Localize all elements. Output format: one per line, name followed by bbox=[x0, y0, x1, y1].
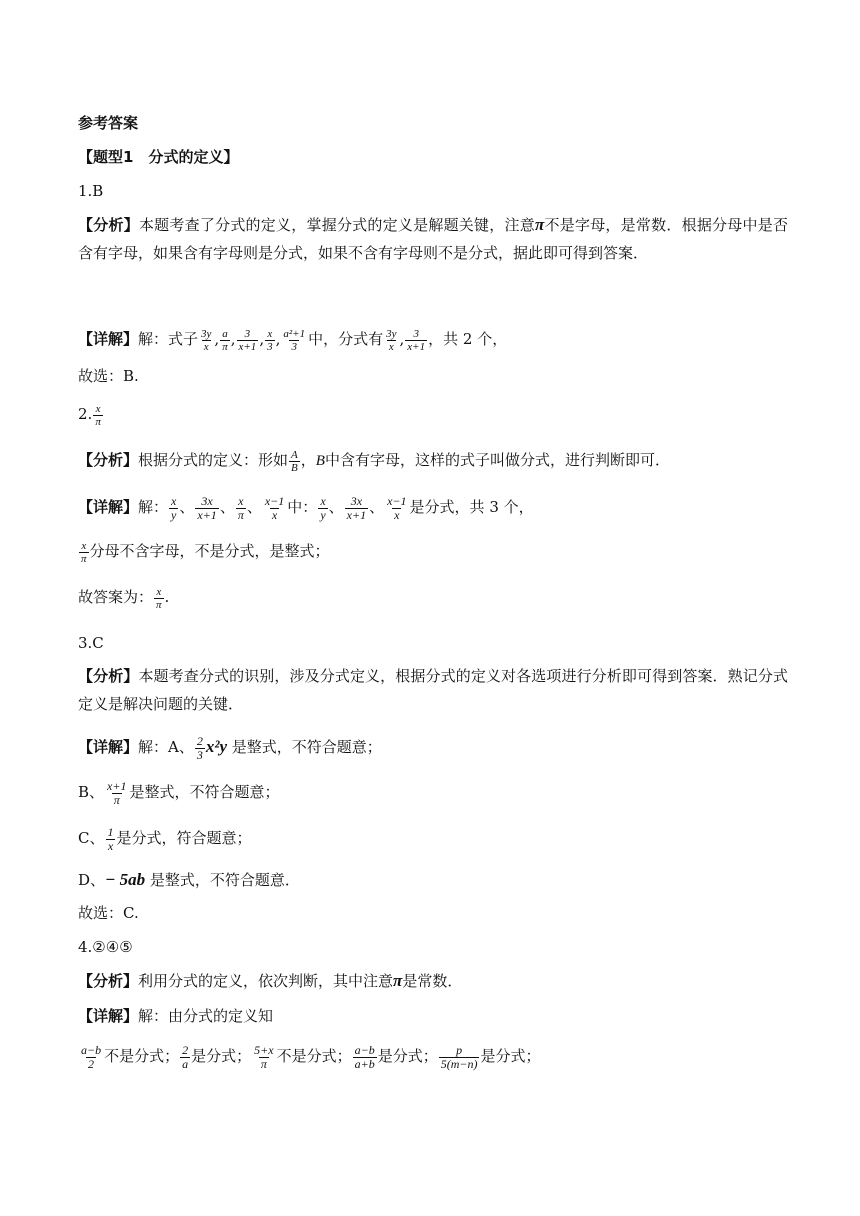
page-heading: 参考答案 bbox=[78, 114, 139, 132]
q1-expr-list bbox=[198, 327, 308, 353]
q1-choice: 故选：B. bbox=[78, 367, 139, 385]
def-frac bbox=[288, 448, 301, 474]
q2-expr-list bbox=[168, 493, 287, 522]
denominator: y bbox=[171, 507, 177, 522]
q1-analysis: 【分析】本题考查了分式的定义，掌握分式的定义是解题关键，注意π不是字母，是常数．根据分母中是否含有字母，如果含有字母则是分式，如果不含有字母则不是分式，据此即可得到答案． bbox=[78, 215, 788, 262]
note-frac bbox=[78, 539, 90, 565]
fraction bbox=[345, 495, 368, 522]
q4-items bbox=[78, 1040, 541, 1072]
fraction bbox=[220, 328, 230, 353]
item-verdict: 是分式； bbox=[480, 1047, 541, 1065]
denominator: x+1 bbox=[407, 340, 426, 353]
denominator: π bbox=[260, 1056, 267, 1071]
item-verdict: 是分式； bbox=[377, 1047, 438, 1065]
numerator: a−b bbox=[354, 1042, 375, 1057]
numerator: 3x bbox=[201, 493, 213, 508]
numerator: x bbox=[81, 539, 87, 552]
denominator: x+1 bbox=[238, 340, 257, 353]
separator: , bbox=[259, 330, 265, 348]
separator: 、 bbox=[219, 498, 235, 516]
numerator: x−1 bbox=[387, 493, 407, 508]
q3-option-d: D、− 5ab 是整式，不符合题意． bbox=[78, 870, 300, 889]
q2-answer-frac bbox=[92, 402, 104, 428]
numerator: x bbox=[95, 402, 101, 415]
numerator: x bbox=[238, 493, 244, 508]
separator: , bbox=[230, 330, 236, 348]
denominator: x bbox=[388, 340, 394, 353]
q3-option-a: 【详解】解：A、 $\frac{2}{3}$ x²y 是整式，不符合题意； bbox=[78, 733, 382, 762]
numerator: 3 bbox=[413, 327, 419, 340]
denominator: 2 bbox=[88, 1056, 95, 1071]
q2-note: $\frac{x}{\pi}$ 分母不含字母，不是分式，是整式； bbox=[78, 536, 330, 566]
numerator: x bbox=[320, 493, 326, 508]
denominator: a+b bbox=[354, 1056, 375, 1071]
separator: , bbox=[275, 330, 281, 348]
fraction bbox=[353, 1044, 377, 1071]
q1-fraction-list bbox=[383, 327, 428, 353]
fraction bbox=[405, 328, 427, 353]
separator: 、 bbox=[246, 498, 262, 516]
numerator: x bbox=[156, 585, 162, 598]
denominator: 3 bbox=[267, 340, 273, 353]
numerator: x+1 bbox=[107, 778, 127, 793]
q3-choice: 故选：C. bbox=[78, 904, 139, 922]
fraction bbox=[384, 328, 398, 353]
denominator: 3 bbox=[291, 340, 297, 353]
q4-detail: 【详解】解：由分式的定义知 bbox=[78, 1007, 274, 1025]
fraction bbox=[169, 495, 178, 522]
denominator: x+1 bbox=[346, 507, 367, 522]
fraction bbox=[180, 1044, 190, 1071]
numerator: 3y bbox=[201, 327, 212, 340]
fraction bbox=[105, 780, 128, 807]
numerator: 1 bbox=[107, 824, 114, 839]
q3-number: 3.C bbox=[78, 634, 104, 652]
q3-analysis: 【分析】本题考查分式的识别，涉及分式定义，根据分式的定义对各选项进行分析即可得到答案．熟记分式定义是解决问题的关键． bbox=[78, 667, 788, 713]
fraction bbox=[93, 403, 103, 428]
fraction bbox=[252, 1044, 275, 1071]
fraction bbox=[154, 586, 164, 611]
denominator: x bbox=[394, 507, 400, 522]
fraction bbox=[79, 1044, 103, 1071]
numerator: 2 bbox=[196, 733, 203, 748]
fraction bbox=[195, 495, 218, 522]
denominator: 3 bbox=[196, 747, 203, 762]
numerator: a−b bbox=[81, 1042, 102, 1057]
denominator: 5(m−n) bbox=[440, 1056, 478, 1071]
fraction bbox=[236, 495, 246, 522]
denominator: π bbox=[113, 792, 120, 807]
q2-detail: 【详解】解： $\frac{x}{y}$ 、 $\frac{3x}{x+1}$ 、 $\frac{x}{\pi}$ 、 $\frac{x-1}{x}$ 中： $\frac{x}{y}$ 、 $\frac{3x}{x+1}$ 、 $\frac{x-1}{x}$ 是分式，共 3 个， bbox=[78, 493, 534, 522]
numerator: 3x bbox=[350, 493, 363, 508]
q2-analysis: 【分析】根据分式的定义：形如 $\frac{A}{B}$ ，B中含有字母，这样的式子叫做分式，进行判断即可． bbox=[78, 448, 670, 474]
numerator: x bbox=[267, 327, 273, 340]
fraction bbox=[385, 495, 408, 522]
numerator: 2 bbox=[182, 1042, 189, 1057]
denominator: x bbox=[271, 507, 278, 522]
denominator: π bbox=[222, 340, 228, 353]
fraction bbox=[199, 328, 213, 353]
item-verdict: 不是分式； bbox=[276, 1047, 352, 1065]
numerator: a bbox=[222, 327, 228, 340]
denominator: x bbox=[107, 838, 114, 853]
numerator: a²+1 bbox=[283, 327, 306, 340]
answer-frac bbox=[153, 585, 165, 611]
fraction bbox=[237, 328, 259, 353]
separator: , bbox=[214, 330, 220, 348]
separator: 、 bbox=[179, 498, 195, 516]
denominator: x bbox=[203, 340, 209, 353]
denominator: π bbox=[95, 415, 101, 428]
fraction bbox=[263, 495, 286, 522]
q1-number: 1.B bbox=[78, 182, 104, 200]
item-verdict: 不是分式； bbox=[104, 1047, 180, 1065]
q1-detail: 【详解】解：式子 $\frac{3y}{x}$ , $\frac{a}{\pi}$ , $\frac{3}{x+1}$ , $\frac{x}{3}$ , $\frac{\text{a²+1}}{3}$ 中，分式有 $\frac{3y}{x}$ , $\frac{3}{x+1}$ ，共 2 个， bbox=[78, 327, 508, 353]
numerator: 3y bbox=[386, 327, 397, 340]
fraction bbox=[439, 1044, 480, 1071]
separator: , bbox=[399, 330, 405, 348]
q2-selected-list bbox=[317, 493, 409, 522]
fraction bbox=[195, 735, 205, 762]
q4-number: 4.②④⑤ bbox=[78, 938, 133, 956]
denominator: x+1 bbox=[197, 507, 217, 522]
denominator: B bbox=[291, 461, 298, 474]
separator: 、 bbox=[369, 498, 385, 516]
denominator: y bbox=[320, 507, 326, 522]
fraction bbox=[281, 328, 307, 353]
section-title: 【题型1 分式的定义】 bbox=[78, 148, 239, 166]
fraction bbox=[318, 495, 327, 522]
separator: 、 bbox=[328, 498, 344, 516]
numerator: x bbox=[171, 493, 177, 508]
fraction bbox=[289, 449, 300, 474]
fraction bbox=[79, 540, 89, 565]
fraction bbox=[265, 328, 275, 353]
q2-answer: 故答案为： $\frac{x}{\pi}$ . bbox=[78, 585, 170, 611]
denominator: a bbox=[182, 1056, 189, 1071]
q3-option-c: C、 $\frac{1}{x}$ 是分式，符合题意； bbox=[78, 824, 252, 853]
numerator: 3 bbox=[244, 327, 251, 340]
denominator: π bbox=[237, 507, 244, 522]
numerator: A bbox=[291, 448, 298, 461]
numerator: p bbox=[456, 1042, 463, 1057]
fraction bbox=[105, 826, 115, 853]
numerator: x−1 bbox=[264, 493, 285, 508]
q4-analysis: 【分析】利用分式的定义，依次判断，其中注意π是常数． bbox=[78, 971, 463, 990]
q3-option-b: B、 $\frac{x+1}{\pi}$ 是整式，不符合题意； bbox=[78, 778, 280, 807]
denominator: π bbox=[156, 598, 162, 611]
item-verdict: 是分式； bbox=[191, 1047, 252, 1065]
denominator: π bbox=[81, 552, 87, 565]
q2-number: 2. $\frac{x}{\pi}$ bbox=[78, 400, 104, 428]
numerator: 5+x bbox=[254, 1042, 274, 1057]
